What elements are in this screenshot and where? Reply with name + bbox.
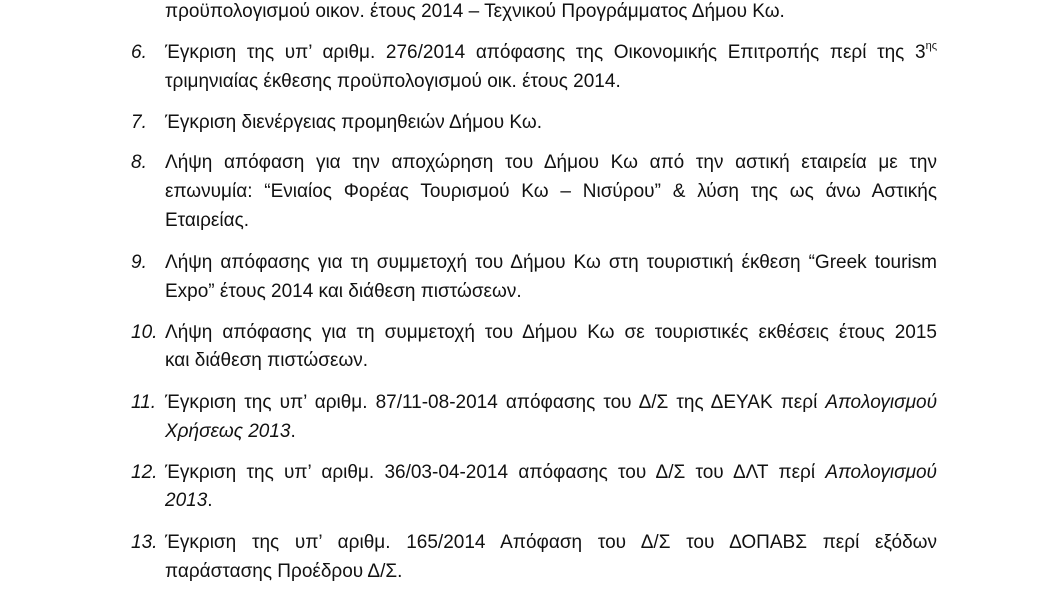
item-6-text: Έγκριση της υπ’ αριθμ. 276/2014 απόφασης της Οικονομικής Επιτροπής περί της 3 (165, 42, 926, 63)
item-12-period: . (207, 490, 213, 511)
item-10-line-2: και διάθεση πιστώσεων. (165, 350, 369, 371)
item-8-number: 8. (131, 152, 147, 173)
item-11-line-2 (165, 417, 937, 447)
item-11-italic-year: Χρήσεως 2013 (165, 421, 291, 442)
item-12-number: 12. (131, 462, 158, 483)
item-8-line-2: επωνυμία: “Ενιαίος Φορέας Τουρισμού Κω – Νισύρου” & λύση της ως άνω Αστικής (165, 181, 937, 202)
item-6-number: 6. (131, 42, 147, 63)
item-12-text: Έγκριση της υπ’ αριθμ. 36/03-04-2014 απόφασης του Δ/Σ του ΔΛΤ περί (165, 462, 816, 483)
item-11-line-1 (165, 388, 937, 418)
item-6-line-1 (165, 38, 937, 68)
item-11-period: . (290, 421, 296, 442)
item-9-number: 9. (131, 252, 147, 273)
item-11-text: Έγκριση της υπ’ αριθμ. 87/11-08-2014 απόφασης του Δ/Σ της ΔΕΥΑΚ περί (165, 392, 818, 413)
item-11-italic-term: Απολογισμού (825, 392, 938, 413)
item-8-line-1: Λήψη απόφαση για την αποχώρηση του Δήμου Κω από την αστική εταιρεία με την (165, 152, 937, 173)
item-13-number: 13. (131, 532, 158, 553)
item-10-number: 10. (131, 322, 158, 343)
item-12-italic-term: Απολογισμού (825, 462, 937, 483)
item-9-line-1: Λήψη απόφασης για τη συμμετοχή του Δήμου Κω στη τουριστική έκθεση “Greek tourism (165, 252, 937, 273)
item-12-italic-year: 2013 (165, 490, 208, 511)
item-10-line-1: Λήψη απόφασης για τη συμμετοχή του Δήμου Κω σε τουριστικές εκθέσεις έτους 2015 (165, 322, 937, 343)
item-13-line-2: παράστασης Προέδρου Δ/Σ. (165, 561, 403, 582)
item-13-line-1: Έγκριση της υπ’ αριθμ. 165/2014 Απόφαση του Δ/Σ του ΔΟΠΑΒΣ περί εξόδων (165, 532, 937, 553)
item-12-line-2 (165, 486, 937, 516)
item-7-line-1: Έγκριση διενέργειας προμηθειών Δήμου Κω. (165, 112, 542, 133)
item-5-continuation: προϋπολογισμού οικον. έτους 2014 – Τεχνικού Προγράμματος Δήμου Κω. (165, 1, 785, 22)
item-9-line-2: Expo” έτους 2014 και διάθεση πιστώσεων. (165, 281, 522, 302)
item-8-line-3: Εταιρείας. (165, 210, 250, 231)
item-6-line-2: τριμηνιαίας έκθεσης προϋπολογισμού οικ. έτους 2014. (165, 71, 621, 92)
item-7-number: 7. (131, 112, 147, 133)
item-6-superscript: ης (925, 40, 937, 52)
item-11-number: 11. (131, 392, 157, 413)
item-12-line-1 (165, 458, 937, 488)
